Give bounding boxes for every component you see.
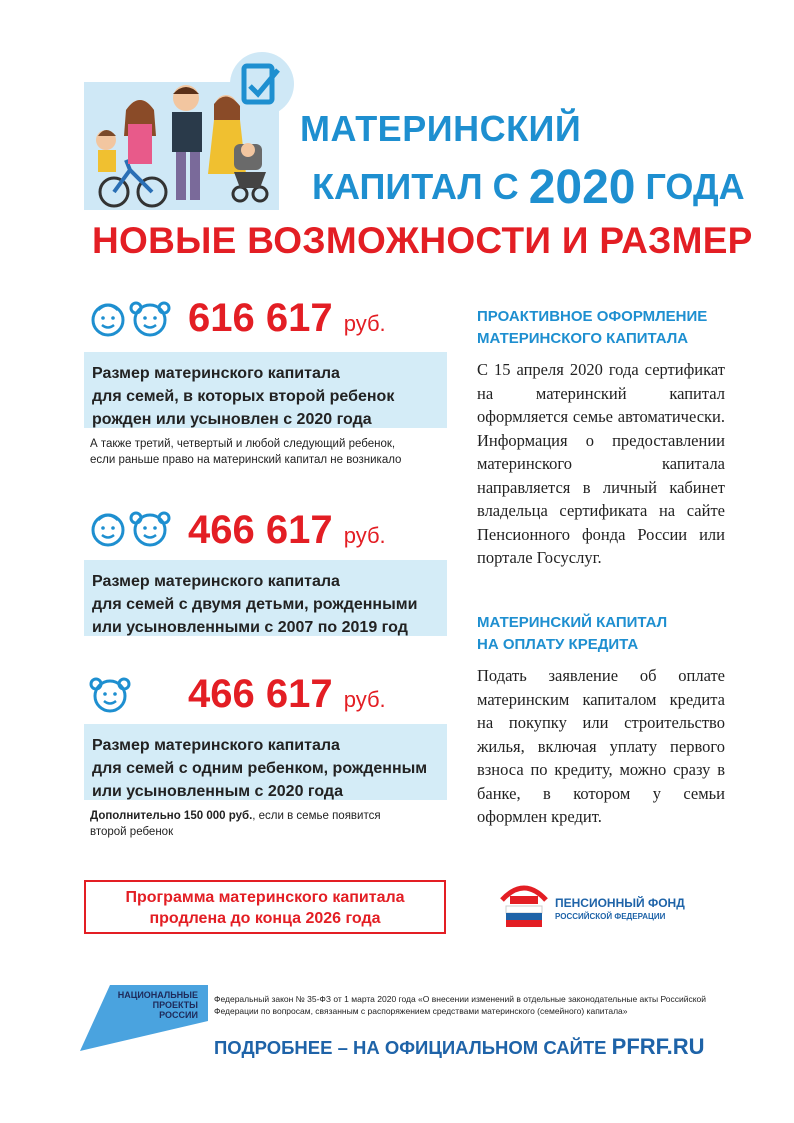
info-line: Размер материнского капитала: [92, 573, 340, 590]
info-line: Размер материнского капитала: [92, 365, 340, 382]
amount-value: 616 617: [188, 296, 333, 340]
info-line: или усыновленным с 2020 года: [92, 783, 343, 800]
np-line: НАЦИОНАЛЬНЫЕ: [117, 990, 198, 1000]
note-line: второй ребенок: [90, 826, 174, 838]
pfr-name-line1: ПЕНСИОННЫЙ ФОНД: [555, 896, 685, 910]
law-reference: Федеральный закон № 35-ФЗ от 1 марта 2020 года «О внесении изменений в отдельные законодательные акты Российской Федерации по вопросам, связанным с распоряжением средствами материнского (семейного) капитала»: [214, 994, 707, 1016]
section1-title-line: МАТЕРИНСКОГО КАПИТАЛА: [477, 330, 689, 347]
section2-text: Подать заявление об оплате материнским капиталом кредита на покупку или строительство жилья, включая уплату первого взноса по кредиту, можно сразу в банке, в котором у семьи оформлен кредит.: [477, 666, 725, 826]
section1-title: [477, 306, 707, 350]
section2-title-line: МАТЕРИНСКИЙ КАПИТАЛ: [477, 614, 668, 631]
section2-title-line: НА ОПЛАТУ КРЕДИТА: [477, 636, 639, 653]
program-line: продлена до конца 2026 года: [149, 910, 381, 927]
info-line: для семей с одним ребенком, рожденным: [92, 760, 428, 777]
info-line: Размер материнского капитала: [92, 737, 340, 754]
program-line: Программа материнского капитала: [125, 889, 405, 906]
title-goda: ГОДА: [645, 166, 745, 207]
amount-1: [188, 296, 386, 341]
title-year: 2020: [528, 161, 636, 214]
national-projects-text: [108, 990, 198, 1020]
pfr-name: [555, 897, 685, 923]
footer: [214, 1034, 705, 1060]
amount-value: 466 617: [188, 508, 333, 552]
note-line: А также третий, четвертый и любой следующий ребенок,: [90, 438, 396, 450]
info-box-3: [84, 724, 447, 800]
info-line: для семей с двумя детьми, рожденными: [92, 596, 418, 613]
np-line: РОССИИ: [159, 1010, 198, 1020]
currency: руб.: [343, 311, 386, 336]
two-children-icon: [88, 296, 176, 340]
title-line2: [312, 156, 745, 214]
title-line1: МАТЕРИНСКИЙ: [300, 108, 582, 149]
note-line: [90, 808, 381, 824]
amount-2: [188, 508, 386, 553]
footer-site-link[interactable]: PFRF.RU: [611, 1034, 705, 1059]
pfr-logo-icon: [496, 880, 552, 930]
info-line: или усыновленными с 2007 по 2019 год: [92, 619, 408, 636]
footer-text: ПОДРОБНЕЕ – НА ОФИЦИАЛЬНОМ САЙТЕ: [214, 1037, 607, 1058]
title-capital: КАПИТАЛ С: [312, 166, 519, 207]
currency: руб.: [343, 687, 386, 712]
amount-3: [188, 672, 386, 717]
info-box-2: [84, 560, 447, 636]
section1-text: С 15 апреля 2020 года сертификат на материнский капитал оформляется семье автоматически. Информация о предоставлении материнского капитала направляется в личный кабинет владельца сертификата на сайте Пенсионного фонда России или портале Госуслуг.: [477, 360, 725, 567]
note-1: [90, 436, 401, 468]
note-line: если раньше право на материнский капитал не возникало: [90, 454, 402, 466]
subtitle: НОВЫЕ ВОЗМОЖНОСТИ И РАЗМЕР: [92, 220, 753, 261]
np-line: ПРОЕКТЫ: [152, 1000, 198, 1010]
note-3: [90, 808, 381, 840]
info-line: рожден или усыновлен с 2020 года: [92, 411, 372, 428]
info-line: для семей, в которых второй ребенок: [92, 388, 395, 405]
pfr-name-line2: РОССИЙСКОЙ ФЕДЕРАЦИИ: [555, 912, 666, 921]
one-child-icon: [88, 672, 138, 716]
note-rest: , если в семье появится: [252, 810, 381, 822]
info-box-1: [84, 352, 447, 428]
section1-title-line: ПРОАКТИВНОЕ ОФОРМЛЕНИЕ: [477, 308, 708, 325]
family-illustration: [84, 52, 294, 212]
currency: руб.: [343, 523, 386, 548]
section2-title: [477, 612, 667, 656]
two-children-icon: [88, 506, 176, 550]
program-extended-box: [84, 880, 446, 934]
amount-value: 466 617: [188, 672, 333, 716]
note-bold: Дополнительно 150 000 руб.: [90, 810, 253, 822]
